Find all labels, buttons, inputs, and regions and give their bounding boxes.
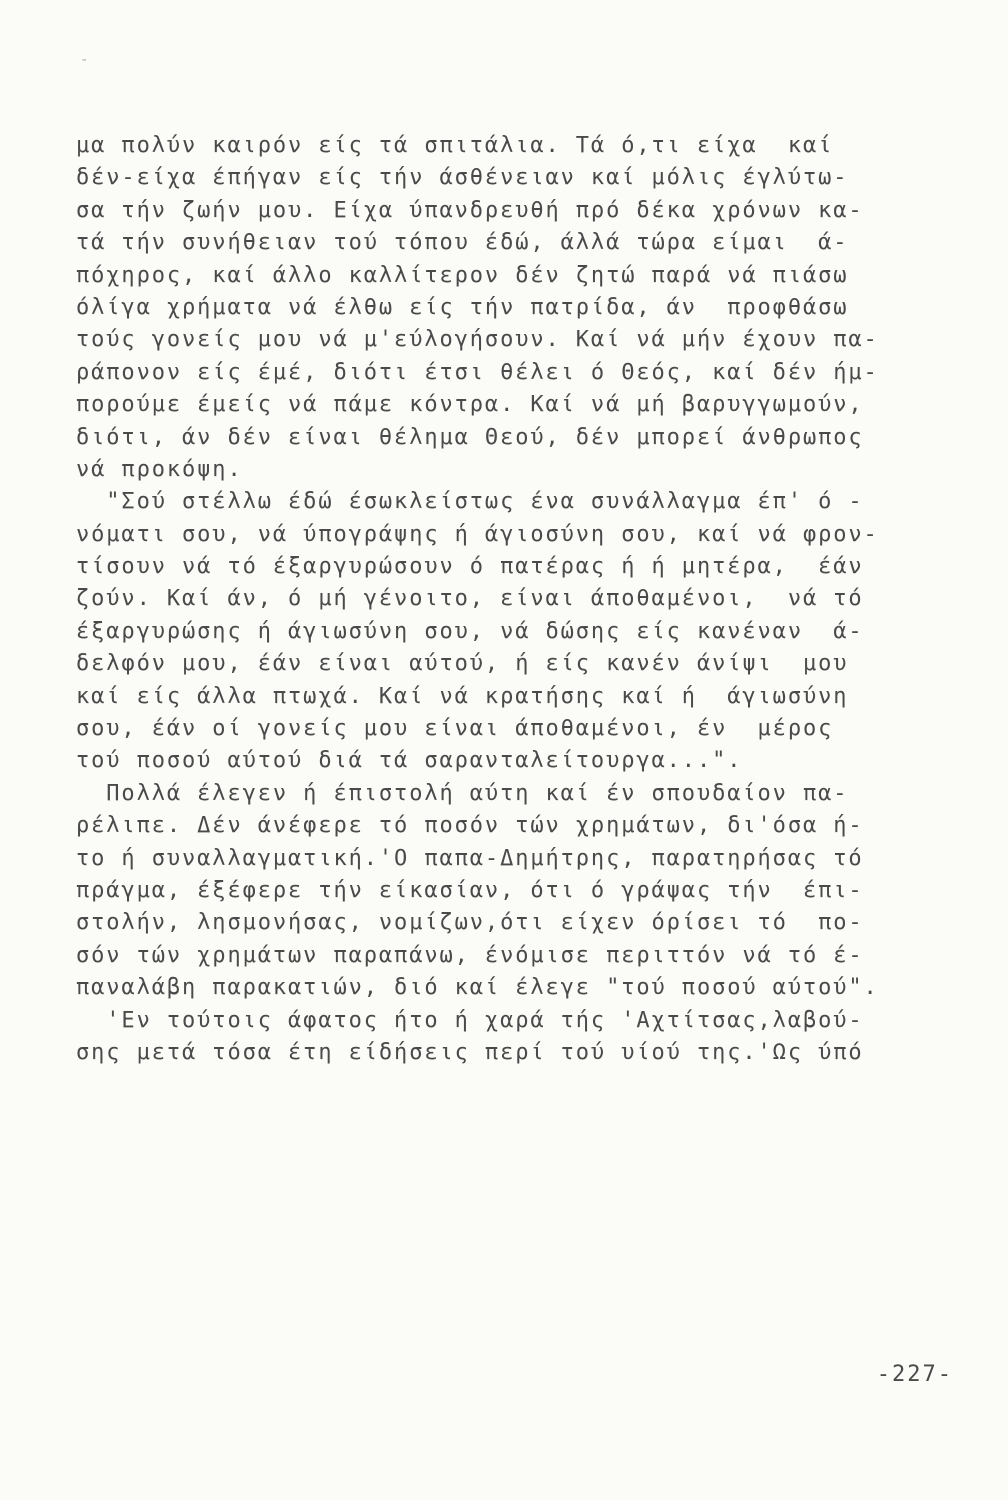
body-text bbox=[76, 130, 960, 1069]
text-line: όλίγα χρήματα νά έλθω είς τήν πατρίδα, άν προφθάσω bbox=[76, 294, 849, 320]
text-line: σου, έάν οί γονείς μου είναι άποθαμένοι, έν μέρος bbox=[76, 716, 834, 742]
text-line: δελφόν μου, έάν είναι αύτού, ή είς κανέν άνίψι μου bbox=[76, 651, 849, 677]
text-line: τούς γονείς μου νά μ'εύλογήσουν. Καί νά μήν έχουν πα- bbox=[76, 327, 879, 353]
text-line: Πολλά έλεγεν ή έπιστολή αύτη καί έν σπουδαίον πα- bbox=[76, 780, 849, 806]
text-line: παναλάβη παρακατιών, διό καί έλεγε "τού ποσού αύτού". bbox=[76, 975, 879, 1001]
text-line: πράγμα, έξέφερε τήν είκασίαν, ότι ό γράψας τήν έπι- bbox=[76, 877, 864, 903]
text-line: ζούν. Καί άν, ό μή γένοιτο, είναι άποθαμένοι, νά τό bbox=[76, 586, 864, 612]
text-line: διότι, άν δέν είναι θέλημα Θεού, δέν μπορεί άνθρωπος bbox=[76, 424, 864, 450]
text-line: τά τήν συνήθειαν τού τόπου έδώ, άλλά τώρα είμαι ά- bbox=[76, 230, 849, 256]
text-line: πορούμε έμείς νά πάμε κόντρα. Καί νά μή βαρυγγωμούν, bbox=[76, 392, 864, 418]
margin-mark: - bbox=[80, 52, 89, 68]
text-line: σης μετά τόσα έτη είδήσεις περί τού υίού της.'Ως ύπό bbox=[76, 1039, 864, 1065]
page-number: -227- bbox=[876, 1362, 953, 1387]
text-line: ράπονον είς έμέ, διότι έτσι θέλει ό Θεός, καί δέν ήμ- bbox=[76, 359, 879, 385]
text-line: έξαργυρώσης ή άγιωσύνη σου, νά δώσης είς κανέναν ά- bbox=[76, 618, 864, 644]
text-line: δέν-είχα έπήγαν είς τήν άσθένειαν καί μόλις έγλύτω- bbox=[76, 165, 849, 191]
text-line: μα πολύν καιρόν είς τά σπιτάλια. Τά ό,τι είχα καί bbox=[76, 133, 834, 158]
text-line: στολήν, λησμονήσας, νομίζων,ότι είχεν όρίσει τό πο- bbox=[76, 910, 864, 936]
text-line: σα τήν ζωήν μου. Είχα ύπανδρευθή πρό δέκα χρόνων κα- bbox=[76, 197, 864, 223]
text-line: νόματι σου, νά ύπογράψης ή άγιοσύνη σου, καί νά φρον- bbox=[76, 521, 879, 547]
text-line: το ή συναλλαγματική.'Ο παπα-Δημήτρης, παρατηρήσας τό bbox=[76, 845, 864, 871]
text-line: "Σού στέλλω έδώ έσωκλείστως ένα συνάλλαγμα έπ' ό - bbox=[76, 489, 864, 515]
text-line: τού ποσού αύτού διά τά σαρανταλείτουργα...". bbox=[76, 748, 743, 774]
text-line: τίσουν νά τό έξαργυρώσουν ό πατέρας ή ή μητέρα, έάν bbox=[76, 554, 864, 580]
text-line: ρέλιπε. Δέν άνέφερε τό ποσόν τών χρημάτων, δι'όσα ή- bbox=[76, 813, 864, 839]
text-line: καί είς άλλα πτωχά. Καί νά κρατήσης καί ή άγιωσύνη bbox=[76, 683, 849, 709]
text-line: νά προκόψη. bbox=[76, 456, 243, 482]
text-line: πόχηρος, καί άλλο καλλίτερον δέν ζητώ παρά νά πιάσω bbox=[76, 262, 849, 288]
text-line: 'Εν τούτοις άφατος ήτο ή χαρά τής 'Αχτίτσας,λαβού- bbox=[76, 1007, 864, 1033]
text-line: σόν τών χρημάτων παραπάνω, ένόμισε περιττόν νά τό έ- bbox=[76, 942, 864, 968]
